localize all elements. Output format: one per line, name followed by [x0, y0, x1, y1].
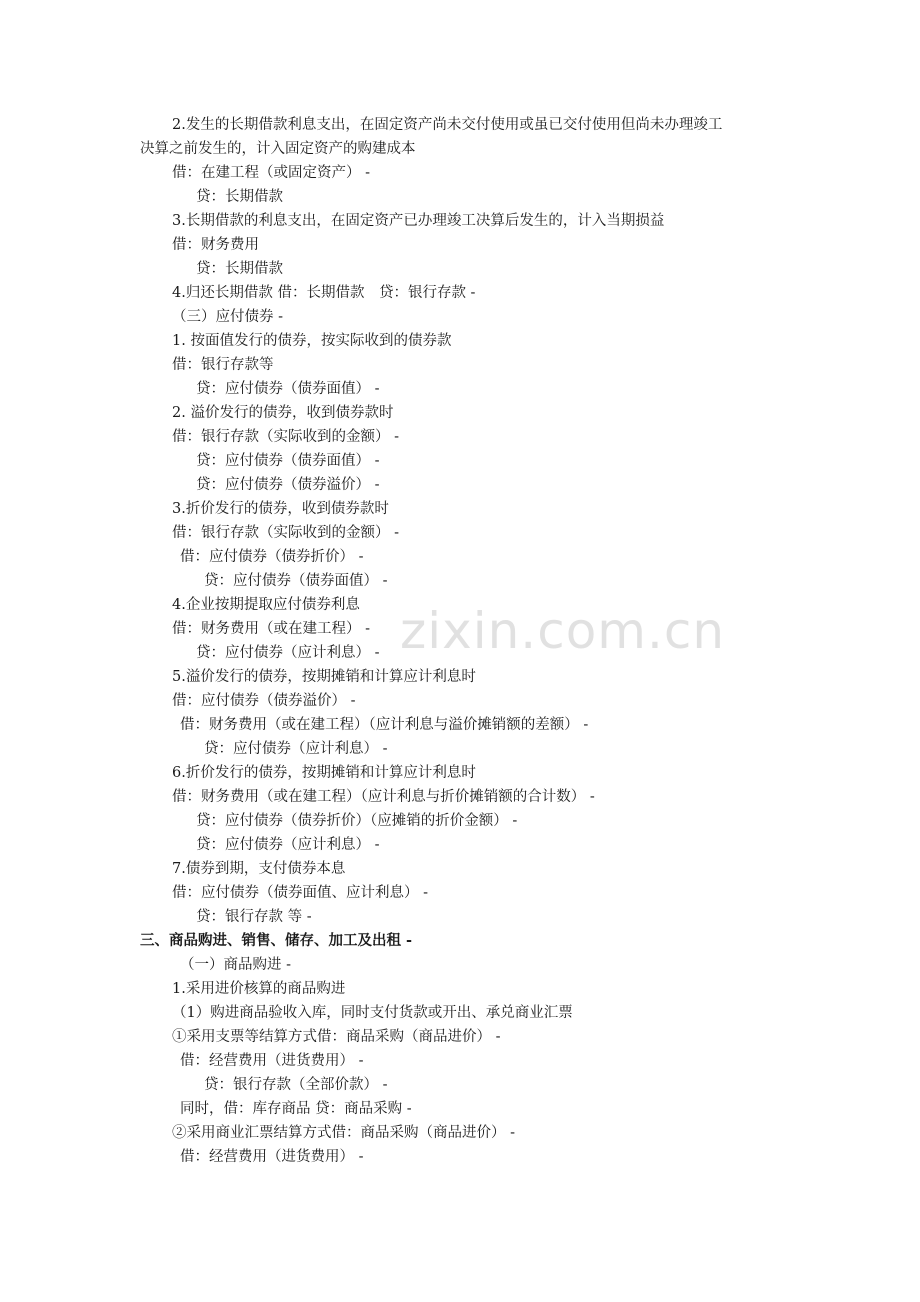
text-line: 2. 溢价发行的债券，收到债券款时	[172, 405, 394, 421]
text-line: 4.企业按期提取应付债券利息	[172, 597, 360, 613]
text-line: 贷：应付债券（债券面值） -	[204, 573, 388, 589]
text-line: 借：应付债券（债券面值、应计利息） -	[172, 885, 429, 901]
text-line: 贷：应付债券（应计利息） -	[196, 837, 380, 853]
watermark: zixin.com.cn	[400, 602, 726, 660]
text-line: 6.折价发行的债券，按期摊销和计算应计利息时	[172, 765, 476, 781]
text-line: 借：银行存款等	[172, 357, 274, 373]
section-heading: 三、商品购进、销售、储存、加工及出租 -	[140, 932, 413, 949]
section-heading: （一）商品购进 -	[180, 957, 292, 973]
text-line: 1.采用进价核算的商品购进	[172, 981, 346, 997]
text-line: 借：银行存款（实际收到的金额） -	[172, 525, 400, 541]
text-line: 3.折价发行的债券，收到债券款时	[172, 501, 389, 517]
text-line: 借：财务费用	[172, 237, 259, 253]
text-line: 4.归还长期借款 借：长期借款 贷：银行存款 -	[172, 285, 476, 301]
text-line: 贷：应付债券（债券面值） -	[196, 453, 380, 469]
text-line: 借：财务费用（或在建工程）（应计利息与溢价摊销额的差额） -	[180, 717, 589, 733]
text-line: 贷：应付债券（债券面值） -	[196, 381, 380, 397]
text-line: 5.溢价发行的债券，按期摊销和计算应计利息时	[172, 669, 476, 685]
text-line: 贷：应付债券（债券溢价） -	[196, 477, 380, 493]
text-line: 贷：应付债券（应计利息） -	[196, 645, 380, 661]
text-line: （1）购进商品验收入库，同时支付货款或开出、承兑商业汇票	[172, 1005, 573, 1021]
section-heading: （三）应付债券 -	[172, 309, 284, 325]
text-line: 2.发生的长期借款利息支出，在固定资产尚未交付使用或虽已交付使用但尚未办理竣工	[172, 117, 723, 133]
text-line: 贷：应付债券（应计利息） -	[204, 741, 388, 757]
text-line: 借：经营费用（进货费用） -	[180, 1149, 364, 1165]
text-line: ①采用支票等结算方式借：商品采购（商品进价） -	[172, 1029, 501, 1045]
text-line: 借：财务费用（或在建工程）（应计利息与折价摊销额的合计数） -	[172, 789, 595, 805]
text-line: 同时，借：库存商品 贷：商品采购 -	[180, 1101, 412, 1117]
text-line: 3.长期借款的利息支出，在固定资产已办理竣工决算后发生的，计入当期损益	[172, 213, 665, 229]
text-line: 借：应付债券（债券折价） -	[180, 549, 364, 565]
text-line: 贷：银行存款（全部价款） -	[204, 1077, 388, 1093]
text-line: 决算之前发生的，计入固定资产的购建成本	[140, 141, 416, 157]
text-line: ②采用商业汇票结算方式借：商品采购（商品进价） -	[172, 1125, 516, 1141]
text-line: 7.债券到期，支付债券本息	[172, 861, 346, 877]
text-line: 贷：银行存款 等 -	[196, 909, 312, 925]
text-line: 贷：长期借款	[196, 189, 283, 205]
text-line: 借：在建工程（或固定资产） -	[172, 165, 371, 181]
text-line: 贷：长期借款	[196, 261, 283, 277]
text-line: 1. 按面值发行的债券，按实际收到的债券款	[172, 333, 452, 349]
text-line: 贷：应付债券（债券折价）（应摊销的折价金额） -	[196, 813, 518, 829]
text-line: 借：银行存款（实际收到的金额） -	[172, 429, 400, 445]
text-line: 借：财务费用（或在建工程） -	[172, 621, 371, 637]
text-line: 借：应付债券（债券溢价） -	[172, 693, 356, 709]
text-line: 借：经营费用（进货费用） -	[180, 1053, 364, 1069]
